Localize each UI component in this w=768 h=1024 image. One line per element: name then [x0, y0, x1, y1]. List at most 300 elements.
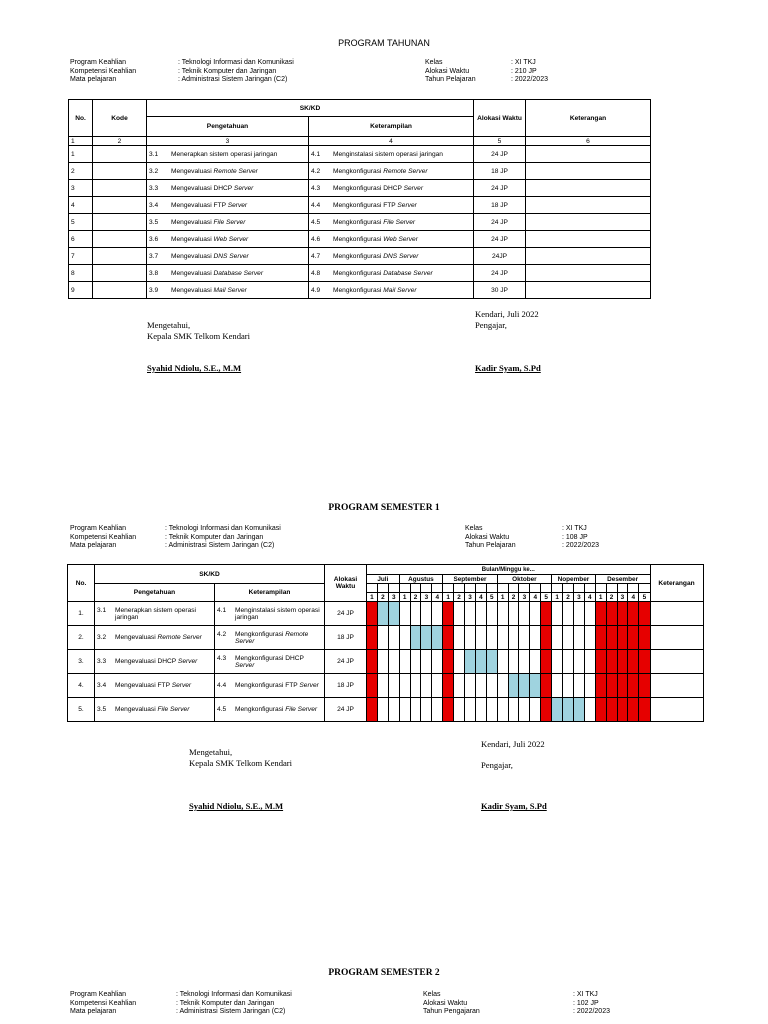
week-cell [563, 650, 574, 674]
week-cell [584, 650, 595, 674]
header-skkd: SK/KD [95, 565, 325, 584]
row-keterangan [526, 248, 651, 265]
week-cell [410, 650, 421, 674]
week-cell [465, 674, 476, 698]
semester1-title: PROGRAM SEMESTER 1 [328, 503, 440, 513]
row-alokasi: 24 JP [474, 231, 526, 248]
row-keterangan [650, 626, 703, 650]
week-cell [388, 698, 399, 722]
holiday-week-cell [617, 602, 628, 626]
week-cell [388, 626, 399, 650]
week-cell [530, 626, 541, 650]
week-number: 1 [552, 593, 563, 602]
week-cell [410, 698, 421, 722]
week-cell [399, 650, 410, 674]
row-no: 8 [69, 265, 93, 282]
holiday-week-cell [595, 626, 606, 650]
week-cell [508, 698, 519, 722]
header-kode: Kode [93, 100, 147, 137]
week-number: 1 [443, 593, 454, 602]
row-no: 5 [69, 214, 93, 231]
scheduled-week-cell [563, 698, 574, 722]
kd-number: 4.2 [311, 167, 321, 175]
info-row: Mata pelajaran : Administrasi Sistem Jaringan (C2) [70, 76, 288, 84]
week-cell [508, 650, 519, 674]
week-cell [432, 602, 443, 626]
week-cell [432, 698, 443, 722]
info-row: Kelas : XI TKJ [423, 991, 598, 998]
kd-text: Menerapkan sistem operasi jaringan [115, 606, 196, 621]
week-spacer [541, 584, 552, 593]
info-row: Kompetensi Keahlian : Teknik Komputer dan Jaringan [70, 67, 277, 75]
week-cell [377, 698, 388, 722]
holiday-week-cell [443, 650, 454, 674]
table-row [69, 248, 651, 265]
week-cell [388, 674, 399, 698]
row-no: 3 [69, 180, 93, 197]
header-pengetahuan: Pengetahuan [95, 584, 215, 602]
week-cell [584, 698, 595, 722]
tahunan-table [68, 99, 651, 299]
week-cell [421, 698, 432, 722]
row-keterangan [526, 146, 651, 163]
row-kode [93, 282, 147, 299]
kd-text: Mengkonfigurasi File Server [333, 218, 416, 226]
week-spacer [399, 584, 410, 593]
kd-text: Mengevaluasi DHCP Server [115, 658, 198, 665]
week-cell [530, 602, 541, 626]
kd-text: Mengevaluasi File Server [115, 706, 190, 713]
week-spacer [530, 584, 541, 593]
col-number: 2 [93, 137, 147, 146]
kd-text: Mengevaluasi FTP Server [115, 682, 192, 689]
holiday-week-cell [595, 602, 606, 626]
holiday-week-cell [595, 674, 606, 698]
week-number: 5 [541, 593, 552, 602]
kd-text: Mengkonfigurasi Mail Server [333, 286, 417, 294]
holiday-week-cell [617, 650, 628, 674]
month-header: September [443, 575, 497, 584]
kd-text: Mengkonfigurasi DHCP Server [333, 184, 424, 192]
kd-text: Mengevaluasi File Server [171, 218, 246, 226]
pengajar-name: Kadir Syam, S.Pd [475, 363, 541, 373]
tahunan-info-left [70, 59, 294, 85]
kd-text: Mengevaluasi Remote Server [171, 167, 258, 175]
week-number: 4 [475, 593, 486, 602]
row-no: 4. [68, 674, 95, 698]
header-alokasi: Alokasi Waktu [474, 100, 526, 137]
row-kode [93, 248, 147, 265]
week-cell [584, 626, 595, 650]
week-cell [421, 674, 432, 698]
week-spacer [573, 584, 584, 593]
pengajar-name: Kadir Syam, S.Pd [481, 801, 547, 811]
semester1-table [67, 564, 704, 722]
row-keterampilan [215, 674, 325, 698]
holiday-week-cell [367, 650, 378, 674]
week-cell [465, 698, 476, 722]
scheduled-week-cell [432, 626, 443, 650]
week-spacer [410, 584, 421, 593]
week-number: 1 [399, 593, 410, 602]
scheduled-week-cell [530, 674, 541, 698]
table-row [68, 674, 704, 698]
week-number: 5 [486, 593, 497, 602]
week-number: 4 [584, 593, 595, 602]
header-skkd: SK/KD [147, 100, 474, 117]
week-number: 2 [563, 593, 574, 602]
tahunan-info-right [425, 59, 548, 85]
info-row: Kelas : XI TKJ [465, 525, 587, 532]
col-number: 3 [147, 137, 309, 146]
row-keterampilan [309, 163, 474, 180]
info-row: Mata pelajaran : Administrasi Sistem Jaringan (C2) [70, 1008, 286, 1016]
week-spacer [367, 584, 378, 593]
week-number: 3 [573, 593, 584, 602]
kd-number: 3.2 [97, 634, 107, 641]
holiday-week-cell [617, 674, 628, 698]
week-spacer [475, 584, 486, 593]
row-keterampilan [309, 231, 474, 248]
week-cell [519, 650, 530, 674]
week-cell [584, 674, 595, 698]
kd-number: 3.4 [97, 682, 107, 689]
row-kode [93, 163, 147, 180]
week-cell [399, 674, 410, 698]
row-keterangan [526, 265, 651, 282]
row-pengetahuan [147, 163, 309, 180]
row-no: 4 [69, 197, 93, 214]
semester1-sign-left [189, 747, 292, 768]
week-number: 5 [639, 593, 650, 602]
semester1-info-left [70, 525, 281, 551]
kd-number: 4.6 [311, 235, 321, 243]
header-no: No. [69, 100, 93, 137]
kd-number: 3.1 [149, 150, 159, 158]
scheduled-week-cell [388, 602, 399, 626]
row-keterangan [650, 674, 703, 698]
holiday-week-cell [367, 626, 378, 650]
week-cell [552, 674, 563, 698]
week-number: 1 [595, 593, 606, 602]
header-pengetahuan: Pengetahuan [147, 117, 309, 137]
row-kode [93, 265, 147, 282]
week-number: 2 [606, 593, 617, 602]
row-no: 2 [69, 163, 93, 180]
kd-text: Mengevaluasi Database Server [171, 269, 264, 277]
week-number: 2 [377, 593, 388, 602]
row-alokasi: 24 JP [474, 146, 526, 163]
holiday-week-cell [541, 674, 552, 698]
row-keterangan [526, 282, 651, 299]
row-keterampilan [309, 197, 474, 214]
row-keterangan [526, 197, 651, 214]
row-keterampilan [215, 698, 325, 722]
row-kode [93, 231, 147, 248]
week-cell [432, 650, 443, 674]
holiday-week-cell [367, 698, 378, 722]
holiday-week-cell [628, 674, 639, 698]
row-alokasi: 30 JP [474, 282, 526, 299]
week-spacer [486, 584, 497, 593]
row-keterangan [526, 231, 651, 248]
kd-text: Mengevaluasi Remote Server [115, 634, 202, 641]
scheduled-week-cell [519, 674, 530, 698]
row-kode [93, 214, 147, 231]
scheduled-week-cell [486, 650, 497, 674]
week-cell [454, 650, 465, 674]
week-cell [454, 698, 465, 722]
header-keterangan: Keterangan [650, 565, 703, 602]
header-keterampilan: Keterampilan [215, 584, 325, 602]
semester1-info-right [465, 525, 599, 551]
info-row: Alokasi Waktu : 210 JP [425, 67, 537, 75]
row-keterampilan [309, 282, 474, 299]
week-cell [497, 650, 508, 674]
week-cell [465, 602, 476, 626]
scheduled-week-cell [552, 698, 563, 722]
info-row: Tahun Pengajaran : 2022/2023 [423, 1008, 610, 1016]
week-number: 1 [367, 593, 378, 602]
week-cell [486, 602, 497, 626]
kd-text: Mengkonfigurasi Web Server [333, 235, 418, 243]
kd-number: 3.3 [97, 658, 107, 665]
row-no: 5. [68, 698, 95, 722]
kd-text: Menerapkan sistem operasi jaringan [171, 150, 278, 158]
row-pengetahuan [147, 214, 309, 231]
holiday-week-cell [541, 698, 552, 722]
row-alokasi: 24 JP [325, 602, 367, 626]
kd-number: 4.3 [311, 184, 321, 192]
row-alokasi: 24 JP [474, 214, 526, 231]
holiday-week-cell [628, 626, 639, 650]
row-alokasi: 18 JP [474, 197, 526, 214]
info-row: Program Keahlian : Teknologi Informasi dan Komunikasi [70, 59, 294, 66]
week-spacer [606, 584, 617, 593]
week-number: 3 [421, 593, 432, 602]
row-pengetahuan [147, 282, 309, 299]
kd-number: 4.3 [217, 654, 227, 662]
holiday-week-cell [443, 674, 454, 698]
holiday-week-cell [606, 602, 617, 626]
row-keterampilan [215, 602, 325, 626]
week-cell [552, 626, 563, 650]
week-spacer [552, 584, 563, 593]
week-cell [421, 650, 432, 674]
week-spacer [388, 584, 399, 593]
table-row [68, 602, 704, 626]
row-alokasi: 24 JP [474, 265, 526, 282]
scheduled-week-cell [377, 602, 388, 626]
week-spacer [563, 584, 574, 593]
week-spacer [639, 584, 650, 593]
row-keterangan [526, 163, 651, 180]
week-cell [421, 602, 432, 626]
month-header: Desember [595, 575, 650, 584]
row-pengetahuan [147, 180, 309, 197]
info-row: Kompetensi Keahlian : Teknik Komputer dan Jaringan [70, 533, 264, 541]
holiday-week-cell [628, 650, 639, 674]
col-number: 6 [526, 137, 651, 146]
table-row [68, 626, 704, 650]
kd-number: 3.9 [149, 286, 159, 294]
week-cell [552, 602, 563, 626]
week-cell [465, 626, 476, 650]
row-no: 7 [69, 248, 93, 265]
tahunan-title: PROGRAM TAHUNAN [338, 38, 430, 48]
table-row [69, 163, 651, 180]
kd-text: Mengevaluasi DNS Server [171, 252, 249, 260]
holiday-week-cell [443, 626, 454, 650]
header-keterangan: Keterangan [526, 100, 651, 137]
week-number: 4 [628, 593, 639, 602]
row-alokasi: 18 JP [325, 626, 367, 650]
info-row: Alokasi Waktu : 108 JP [465, 533, 588, 541]
row-pengetahuan [95, 602, 215, 626]
header-alokasi: Alokasi Waktu [325, 565, 367, 602]
kd-text: Mengevaluasi DHCP Server [171, 184, 254, 192]
row-no: 6 [69, 231, 93, 248]
holiday-week-cell [628, 698, 639, 722]
week-number: 2 [410, 593, 421, 602]
kd-text: Mengkonfigurasi FTP Server [235, 682, 319, 689]
holiday-week-cell [541, 626, 552, 650]
info-row: Mata pelajaran : Administrasi Sistem Jaringan (C2) [70, 542, 275, 550]
week-cell [388, 650, 399, 674]
scheduled-week-cell [465, 650, 476, 674]
week-cell [410, 674, 421, 698]
week-cell [399, 602, 410, 626]
kepala-name: Syahid Ndiolu, S.E., M.M [147, 363, 242, 373]
row-pengetahuan [147, 248, 309, 265]
week-cell [573, 650, 584, 674]
row-kode [93, 180, 147, 197]
week-cell [486, 626, 497, 650]
row-kode [93, 146, 147, 163]
kd-number: 4.5 [217, 706, 227, 713]
col-number: 5 [474, 137, 526, 146]
holiday-week-cell [639, 626, 650, 650]
row-pengetahuan [147, 231, 309, 248]
tahunan-sign-left [147, 320, 250, 341]
kd-text: Mengkonfigurasi DHCP Server [235, 654, 304, 669]
table-row [68, 698, 704, 722]
scheduled-week-cell [421, 626, 432, 650]
kepala-name: Syahid Ndiolu, S.E., M.M [189, 801, 284, 811]
kd-text: Mengkonfigurasi DNS Server [333, 252, 419, 260]
holiday-week-cell [639, 602, 650, 626]
month-header: Nopember [552, 575, 596, 584]
row-pengetahuan [147, 146, 309, 163]
table-row [69, 214, 651, 231]
header-no: No. [68, 565, 95, 602]
week-cell [497, 674, 508, 698]
row-keterangan [650, 698, 703, 722]
row-no: 1. [68, 602, 95, 626]
week-cell [475, 674, 486, 698]
kd-number: 3.8 [149, 269, 159, 277]
week-cell [486, 698, 497, 722]
table-row [69, 282, 651, 299]
kd-text: Mengkonfigurasi Remote Server [235, 630, 309, 645]
holiday-week-cell [639, 698, 650, 722]
pengajar-label: Pengajar, [481, 760, 513, 770]
holiday-week-cell [606, 650, 617, 674]
holiday-week-cell [443, 602, 454, 626]
semester2-title: PROGRAM SEMESTER 2 [328, 968, 440, 978]
week-cell [454, 674, 465, 698]
holiday-week-cell [443, 698, 454, 722]
week-spacer [377, 584, 388, 593]
week-cell [377, 626, 388, 650]
row-no: 9 [69, 282, 93, 299]
info-row: Kelas : XI TKJ [425, 59, 536, 66]
kd-text: Mengevaluasi FTP Server [171, 201, 248, 209]
kd-number: 4.4 [217, 682, 227, 689]
kd-number: 4.9 [311, 286, 321, 294]
row-alokasi: 24 JP [325, 650, 367, 674]
table-row [69, 265, 651, 282]
week-cell [519, 602, 530, 626]
week-cell [552, 650, 563, 674]
kd-text: Mengkonfigurasi Remote Server [333, 167, 428, 175]
row-keterampilan [215, 650, 325, 674]
mengetahui-label: Mengetahui, [189, 747, 233, 757]
row-kode [93, 197, 147, 214]
week-spacer [595, 584, 606, 593]
row-alokasi: 24 JP [325, 698, 367, 722]
week-cell [519, 626, 530, 650]
week-number: 3 [388, 593, 399, 602]
kd-number: 4.7 [311, 252, 321, 260]
kd-text: Mengkonfigurasi Database Server [333, 269, 433, 277]
week-cell [584, 602, 595, 626]
row-keterampilan [215, 626, 325, 650]
scheduled-week-cell [508, 674, 519, 698]
col-number: 4 [309, 137, 474, 146]
holiday-week-cell [595, 698, 606, 722]
week-cell [410, 602, 421, 626]
row-pengetahuan [95, 674, 215, 698]
week-cell [497, 698, 508, 722]
semester2-info-right [423, 991, 610, 1017]
week-cell [573, 602, 584, 626]
week-cell [377, 674, 388, 698]
row-alokasi: 18 JP [474, 163, 526, 180]
week-cell [454, 626, 465, 650]
holiday-week-cell [367, 602, 378, 626]
kd-number: 3.1 [97, 606, 107, 614]
week-spacer [617, 584, 628, 593]
week-spacer [519, 584, 530, 593]
month-header: Oktober [497, 575, 551, 584]
kd-number: 3.2 [149, 167, 159, 175]
scheduled-week-cell [573, 698, 584, 722]
week-cell [497, 626, 508, 650]
week-cell [399, 626, 410, 650]
row-keterampilan [309, 146, 474, 163]
week-cell [508, 602, 519, 626]
holiday-week-cell [628, 602, 639, 626]
row-pengetahuan [147, 197, 309, 214]
row-keterangan [526, 180, 651, 197]
col-number: 1 [69, 137, 93, 146]
holiday-week-cell [606, 698, 617, 722]
week-spacer [454, 584, 465, 593]
tahunan-sign-right [475, 309, 539, 330]
week-cell [563, 674, 574, 698]
row-alokasi: 24 JP [474, 180, 526, 197]
